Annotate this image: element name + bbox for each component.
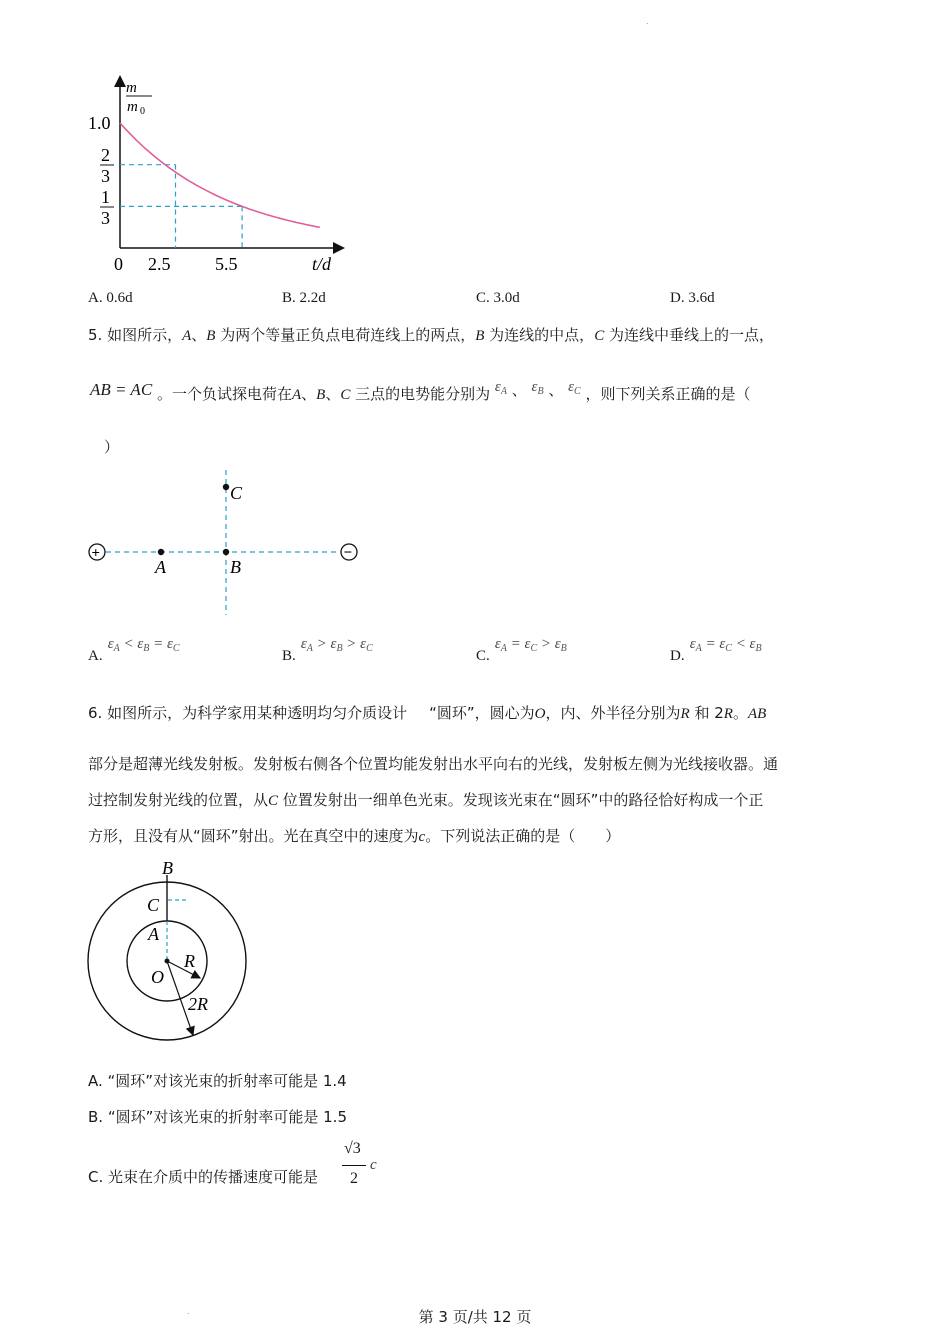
q5-option-d[interactable]: D. $\varepsilon_A = \varepsilon_C < \varepsilon_B$ — [670, 636, 762, 664]
q6-stem-line2: 部分是超薄光线发射板。发射板右侧各个位置均能发射出水平向右的光线，发射板左侧为光线接收器。通 — [88, 755, 779, 773]
xlabel: t/d — [312, 254, 332, 274]
q6-stem-line1: 6. 如图所示，为科学家用某种透明均匀介质设计 “圆环”，圆心为O，内、外半径分别为R 和 2R。AB — [88, 704, 767, 722]
label-c: C — [230, 483, 243, 503]
svg-text:−: − — [343, 545, 353, 561]
decay-curve — [120, 123, 320, 227]
q5-option-b[interactable]: B. $\varepsilon_A > \varepsilon_B > \varepsilon_C$ — [282, 636, 373, 664]
q5-option-c[interactable]: C. $\varepsilon_A = \varepsilon_C > \varepsilon_B$ — [476, 636, 567, 664]
header-mark: . — [646, 17, 649, 26]
point-b — [223, 549, 229, 555]
ylabel-den: m — [127, 99, 138, 115]
q5-figure — [84, 465, 374, 624]
q6-option-b[interactable]: B. “圆环”对该光束的折射率可能是 1.5 — [88, 1108, 347, 1126]
ytick-3-num: 1 — [101, 187, 110, 207]
q5-stem-line2: AB = AC 。一个负试探电荷在A、B、C 三点的电势能分别为 $\varepsilon_A$ 、 $\varepsilon_B$ 、 $\varepsilon_C$ ，则下列关系正确的是（ — [90, 379, 751, 403]
q4-option-b[interactable]: B. 2.2d — [282, 290, 326, 306]
q6-stem-line3: 过控制发射光线的位置，从C 位置发射出一细单色光束。发现该光束在“圆环”中的路径恰好构成一个正 — [88, 791, 764, 809]
xtick-0: 0 — [114, 254, 123, 274]
point-c — [223, 484, 229, 490]
footer-mark: . — [187, 1307, 190, 1316]
q4-option-a[interactable]: A. 0.6d — [88, 290, 133, 306]
q5-stem-line3: ） — [104, 438, 120, 456]
ytick-3-den: 3 — [101, 208, 110, 228]
ytick-1: 1.0 — [88, 113, 111, 133]
svg-text:C: C — [147, 895, 160, 915]
svg-text:+: + — [91, 545, 101, 562]
svg-text:R: R — [184, 951, 195, 971]
ytick-2-den: 3 — [101, 166, 110, 186]
decay-chart-svg — [80, 70, 350, 280]
xtick-2: 5.5 — [215, 254, 238, 274]
q6-ring-figure — [82, 855, 257, 1049]
label-a: A — [155, 557, 166, 577]
q5-option-a[interactable]: A. $\varepsilon_A < \varepsilon_B = \varepsilon_C$ — [88, 636, 180, 664]
sqrt3: √3 — [344, 1140, 361, 1157]
q4-option-d[interactable]: D. 3.6d — [670, 290, 715, 306]
q6-stem-line4: 方形，且没有从“圆环”射出。光在真空中的速度为c。下列说法正确的是（ ） — [88, 827, 621, 845]
ylabel-num: m — [126, 80, 137, 96]
q6-option-a[interactable]: A. “圆环”对该光束的折射率可能是 1.4 — [88, 1072, 347, 1090]
q4-option-c[interactable]: C. 3.0d — [476, 290, 520, 306]
point-a — [158, 549, 164, 555]
fraction-bar — [342, 1165, 366, 1166]
decay-chart — [80, 70, 350, 284]
ytick-2-num: 2 — [101, 145, 110, 165]
ylabel-den-sub: 0 — [140, 106, 145, 117]
xtick-1: 2.5 — [148, 254, 171, 274]
svg-text:B: B — [162, 858, 173, 878]
label-b: B — [230, 557, 241, 577]
svg-text:A: A — [148, 924, 159, 944]
q5-formula: AB = AC — [90, 380, 153, 399]
page-number: 第 3 页/共 12 页 — [418, 1308, 532, 1326]
svg-text:O: O — [151, 967, 164, 987]
q5-stem-line1: 5. 如图所示，A、B 为两个等量正负点电荷连线上的两点，B 为连线的中点，C 为连线中垂线上的一点， — [88, 326, 774, 344]
svg-text:2R: 2R — [188, 994, 208, 1014]
